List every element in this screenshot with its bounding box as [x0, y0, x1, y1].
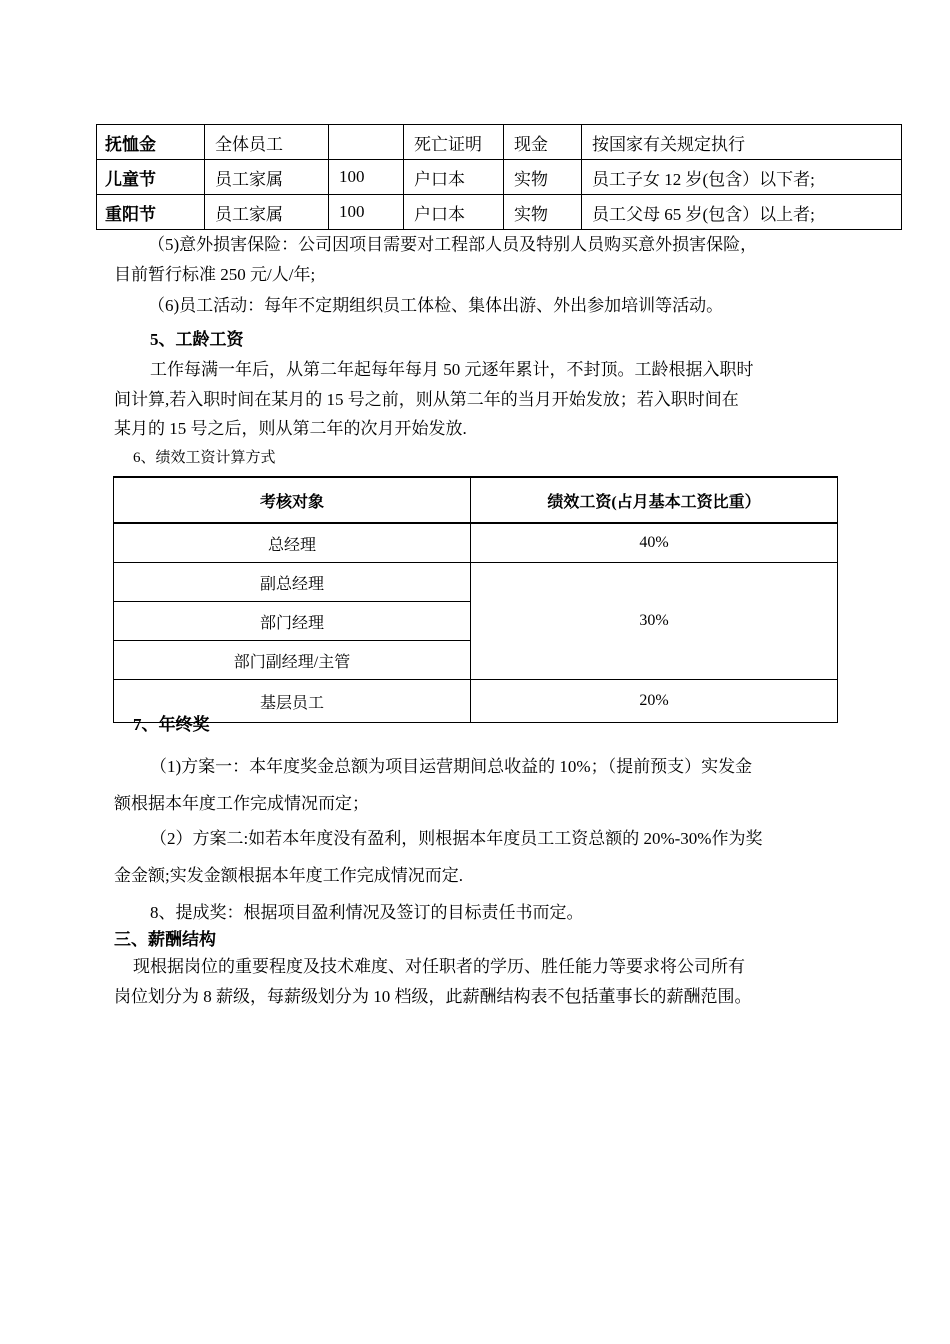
- benefit-table: [96, 124, 902, 230]
- benefit-scope: 全体员工: [205, 125, 329, 160]
- plan1-line1: （1)方案一：本年度奖金总额为项目运营期间总收益的 10%；（提前预支）实发金: [150, 757, 753, 776]
- table-row: [114, 563, 838, 602]
- performance-target: 部门副经理/主管: [114, 641, 471, 680]
- accident-insurance-line2: 目前暂行标准 250 元/人/年;: [114, 265, 316, 284]
- performance-target: 部门经理: [114, 602, 471, 641]
- column-header: 绩效工资(占月基本工资比重）: [471, 477, 838, 523]
- benefit-name: 儿童节: [97, 160, 205, 195]
- performance-target: 副总经理: [114, 563, 471, 602]
- benefit-scope: 员工家属: [205, 195, 329, 230]
- plan2-line2: 金金额;实发金额根据本年度工作完成情况而定.: [114, 866, 463, 885]
- salary-structure-line2: 岗位划分为 8 薪级，每薪级划分为 10 档级，此薪酬结构表不包括董事长的薪酬范围。: [114, 987, 752, 1006]
- performance-ratio: 40%: [471, 523, 838, 563]
- benefit-name: 抚恤金: [97, 125, 205, 160]
- benefit-note: 按国家有关规定执行: [582, 125, 902, 160]
- benefit-amount: [329, 125, 404, 160]
- column-header: 考核对象: [114, 477, 471, 523]
- plan1-line2: 额根据本年度工作完成情况而定；: [114, 794, 369, 813]
- benefit-scope: 员工家属: [205, 160, 329, 195]
- table-row: [97, 195, 902, 230]
- seniority-line1: 工作每满一年后，从第二年起每年每月 50 元逐年累计，不封顶。工龄根据入职时: [150, 360, 754, 379]
- benefit-name: 重阳节: [97, 195, 205, 230]
- performance-heading: 6、绩效工资计算方式: [133, 450, 276, 466]
- commission: 8、提成奖：根据项目盈利情况及签订的目标责任书而定。: [150, 903, 584, 922]
- performance-table: [113, 476, 838, 723]
- performance-ratio: 30%: [471, 563, 838, 680]
- table-header-row: [114, 477, 838, 523]
- performance-target: 总经理: [114, 523, 471, 563]
- benefit-note: 员工父母 65 岁(包含）以上者;: [582, 195, 902, 230]
- performance-ratio: 20%: [471, 680, 838, 723]
- benefit-proof: 户口本: [404, 195, 504, 230]
- benefit-amount: 100: [329, 160, 404, 195]
- benefit-proof: 户口本: [404, 160, 504, 195]
- seniority-heading: 5、工龄工资: [150, 330, 244, 349]
- table-row: [97, 160, 902, 195]
- salary-structure-line1: 现根据岗位的重要程度及技术难度、对任职者的学历、胜任能力等要求将公司所有: [133, 957, 745, 976]
- benefit-form: 实物: [504, 195, 582, 230]
- benefit-amount: 100: [329, 195, 404, 230]
- staff-activities: （6)员工活动：每年不定期组织员工体检、集体出游、外出参加培训等活动。: [148, 296, 724, 315]
- plan2-line1: （2）方案二:如若本年度没有盈利，则根据本年度员工工资总额的 20%-30%作为奖: [150, 829, 763, 848]
- table-row: [114, 523, 838, 563]
- benefit-proof: 死亡证明: [404, 125, 504, 160]
- seniority-line2: 间计算,若入职时间在某月的 15 号之前，则从第二年的当月开始发放；若入职时间在: [114, 390, 739, 409]
- benefit-form: 现金: [504, 125, 582, 160]
- benefit-note: 员工子女 12 岁(包含）以下者;: [582, 160, 902, 195]
- table-row: [97, 125, 902, 160]
- year-end-heading: 7、年终奖: [133, 715, 210, 734]
- seniority-line3: 某月的 15 号之后，则从第二年的次月开始发放.: [114, 419, 467, 438]
- salary-structure-heading: 三、薪酬结构: [114, 930, 216, 949]
- performance-target: 基层员工: [114, 680, 471, 723]
- table-row: [114, 680, 838, 723]
- accident-insurance-line1: （5)意外损害保险：公司因项目需要对工程部人员及特别人员购买意外损害保险，: [148, 235, 758, 254]
- benefit-form: 实物: [504, 160, 582, 195]
